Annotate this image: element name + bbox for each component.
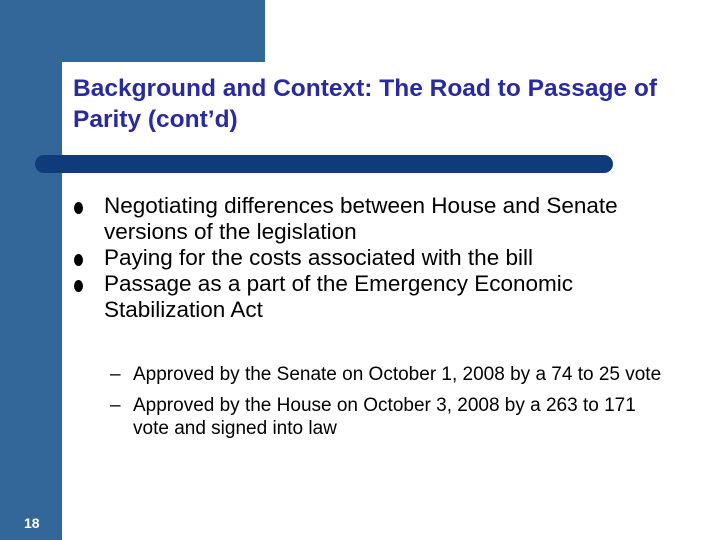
bullet-list [74, 193, 674, 323]
bullet-text: Paying for the costs associated with the bill [104, 245, 533, 270]
bullet-text: Negotiating differences between House and Senate versions of the legislation [104, 193, 618, 244]
dash-marker-icon: – [110, 364, 121, 385]
sub-bullet-item [110, 363, 670, 386]
sidebar-left-strip [0, 0, 62, 540]
dash-marker-icon: – [110, 395, 121, 416]
sub-bullet-item [110, 394, 670, 440]
sub-bullet-text: Approved by the Senate on October 1, 2008 by a 74 to 25 vote [133, 364, 662, 385]
title-divider-bar [35, 155, 613, 173]
bullet-marker-icon [74, 280, 83, 292]
sub-bullet-list [110, 363, 670, 448]
bullet-text: Passage as a part of the Emergency Economic Stabilization Act [104, 271, 573, 322]
bullet-item [74, 245, 674, 271]
bullet-marker-icon [74, 254, 83, 266]
bullet-marker-icon [74, 202, 83, 214]
sub-bullet-text: Approved by the House on October 3, 2008 by a 263 to 171 vote and signed into law [133, 395, 636, 439]
slide-title: Background and Context: The Road to Passage of Parity (cont’d) [73, 75, 657, 133]
slide-number: 18 [24, 515, 40, 531]
bullet-item [74, 271, 674, 323]
bullet-item [74, 193, 674, 245]
